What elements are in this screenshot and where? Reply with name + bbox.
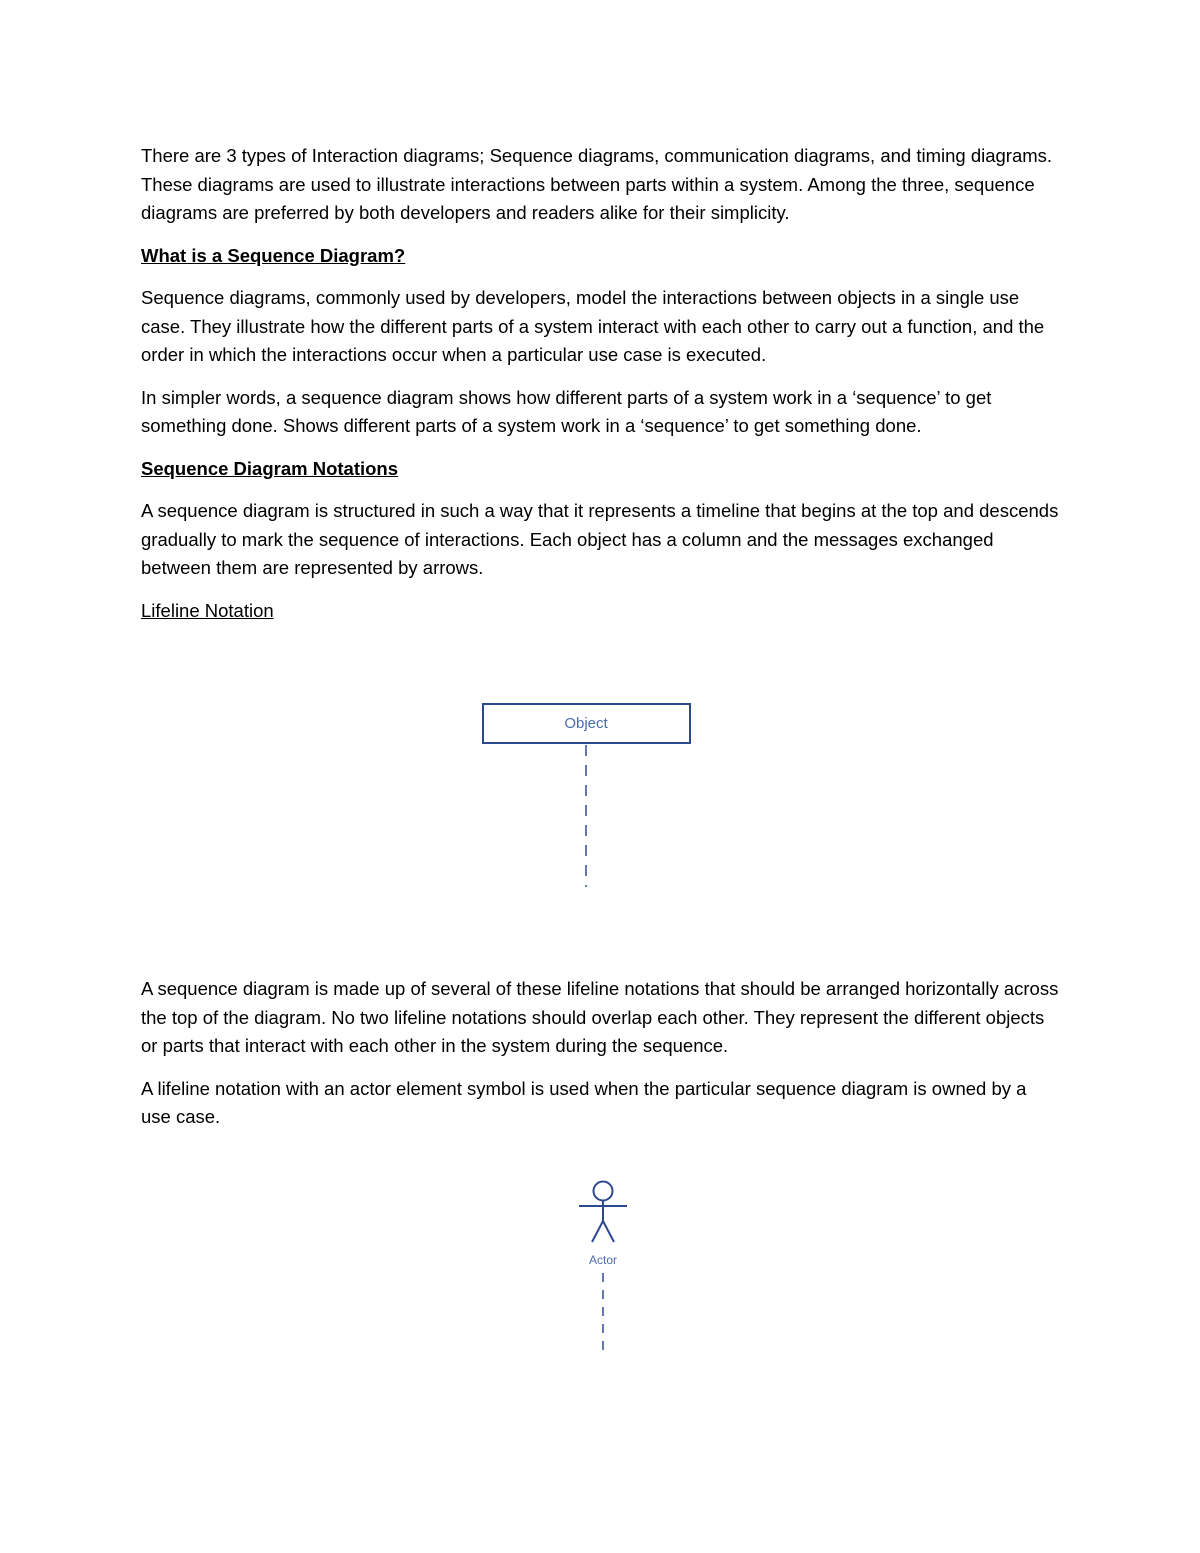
intro-paragraph: There are 3 types of Interaction diagrams; Sequence diagrams, communication diagrams, and timing diagrams. These diagrams are used to illustrate interactions between parts within a system. Among the three, sequence diagrams are preferred by both developers and readers alike for their simplicity. [141, 145, 1053, 223]
heading-what-is-sequence-diagram: What is a Sequence Diagram? [141, 244, 406, 266]
what-paragraph-2: In simpler words, a sequence diagram shows how different parts of a system work in a ‘sequence’ to get something done. Shows different parts of a system work in a ‘sequence’ to get something done. [141, 386, 992, 436]
lifeline-paragraph-2: A lifeline notation with an actor element symbol is used when the particular sequence diagram is owned by a use case. [141, 1077, 1027, 1127]
object-lifeline-svg [481, 702, 701, 892]
actor-stick-figure-icon [579, 1182, 627, 1243]
what-paragraph-1: Sequence diagrams, commonly used by developers, model the interactions between objects in a single use case. They illustrate how the different parts of a system interact with each other to carry out a function, and the order in which the interactions occur when a particular use case is executed. [141, 287, 1045, 365]
text-block-top [141, 142, 1061, 639]
actor-lifeline-svg [571, 1177, 641, 1362]
actor-lifeline-figure [571, 1177, 641, 1367]
object-lifeline-figure [481, 702, 701, 897]
notations-paragraph: A sequence diagram is structured in such a way that it represents a timeline that begins at the top and descends gradually to mark the sequence of interactions. Each object has a column and the messages exchanged between them are represented by arrows. [141, 500, 1059, 578]
lifeline-paragraph-1: A sequence diagram is made up of several of these lifeline notations that should be arranged horizontally across the top of the diagram. No two lifeline notations should overlap each other. They represent the different objects or parts that interact with each other in the system during the sequence. [141, 978, 1059, 1056]
heading-sequence-diagram-notations: Sequence Diagram Notations [141, 457, 399, 479]
text-block-bottom [141, 975, 1061, 1146]
object-label: Object [564, 715, 608, 732]
heading-lifeline-notation: Lifeline Notation [141, 599, 274, 621]
actor-label: Actor [588, 1253, 618, 1267]
